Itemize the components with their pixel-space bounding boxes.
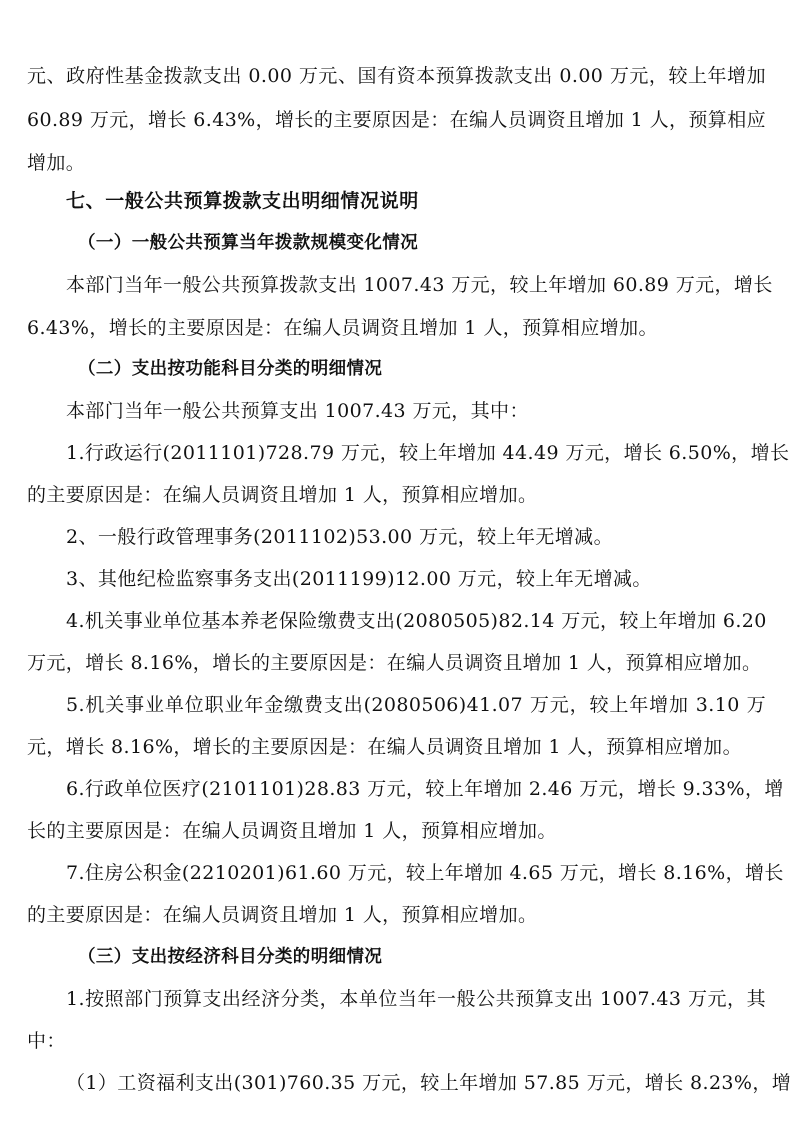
subsection-heading: （二）支出按功能科目分类的明细情况 (78, 359, 383, 379)
paragraph-line: 本部门当年一般公共预算支出 1007.43 万元，其中： (66, 400, 529, 422)
paragraph-line: 长的主要原因是：在编人员调资且增加 1 人，预算相应增加。 (27, 820, 557, 842)
paragraph-line: 的主要原因是：在编人员调资且增加 1 人，预算相应增加。 (27, 484, 538, 506)
paragraph-line: 6.行政单位医疗(2101101)28.83 万元，较上年增加 2.46 万元，增长 9.33%，增 (66, 778, 784, 800)
paragraph-line: 7.住房公积金(2210201)61.60 万元，较上年增加 4.65 万元，增长 8.16%，增长 (66, 862, 784, 884)
paragraph-line: 4.机关事业单位基本养老保险缴费支出(2080505)82.14 万元，较上年增加 6.20 (66, 610, 767, 632)
paragraph-line: 6.43%，增长的主要原因是：在编人员调资且增加 1 人，预算相应增加。 (27, 317, 658, 339)
paragraph-line: 2、一般行政管理事务(2011102)53.00 万元，较上年无增减。 (66, 526, 613, 548)
paragraph-line: 本部门当年一般公共预算拨款支出 1007.43 万元，较上年增加 60.89 万元，增长 (66, 274, 773, 296)
paragraph-line: （1）工资福利支出(301)760.35 万元，较上年增加 57.85 万元，增长 8.23%，增 (66, 1072, 792, 1094)
paragraph-line: 中： (27, 1030, 66, 1052)
paragraph-line: 元，增长 8.16%，增长的主要原因是：在编人员调资且增加 1 人，预算相应增加。 (27, 736, 742, 758)
paragraph-line: 增加。 (27, 152, 86, 174)
paragraph-line: 的主要原因是：在编人员调资且增加 1 人，预算相应增加。 (27, 904, 538, 926)
paragraph-line: 3、其他纪检监察事务支出(2011199)12.00 万元，较上年无增减。 (66, 568, 652, 590)
paragraph-line: 5.机关事业单位职业年金缴费支出(2080506)41.07 万元，较上年增加 3.10 万 (66, 694, 766, 716)
paragraph-line: 1.行政运行(2011101)728.79 万元，较上年增加 44.49 万元，增长 6.50%，增长 (66, 442, 790, 464)
section-heading: 七、一般公共预算拨款支出明细情况说明 (66, 190, 419, 212)
paragraph-line: 1.按照部门预算支出经济分类，本单位当年一般公共预算支出 1007.43 万元，其 (66, 988, 766, 1010)
subsection-heading: （一）一般公共预算当年拨款规模变化情况 (78, 233, 419, 253)
paragraph-line: 元、政府性基金拨款支出 0.00 万元、国有资本预算拨款支出 0.00 万元，较上年增加 (27, 65, 766, 87)
paragraph-line: 60.89 万元，增长 6.43%，增长的主要原因是：在编人员调资且增加 1 人，预算相应 (27, 109, 766, 131)
subsection-heading: （三）支出按经济科目分类的明细情况 (78, 947, 383, 967)
paragraph-line: 万元，增长 8.16%，增长的主要原因是：在编人员调资且增加 1 人，预算相应增加。 (27, 652, 762, 674)
